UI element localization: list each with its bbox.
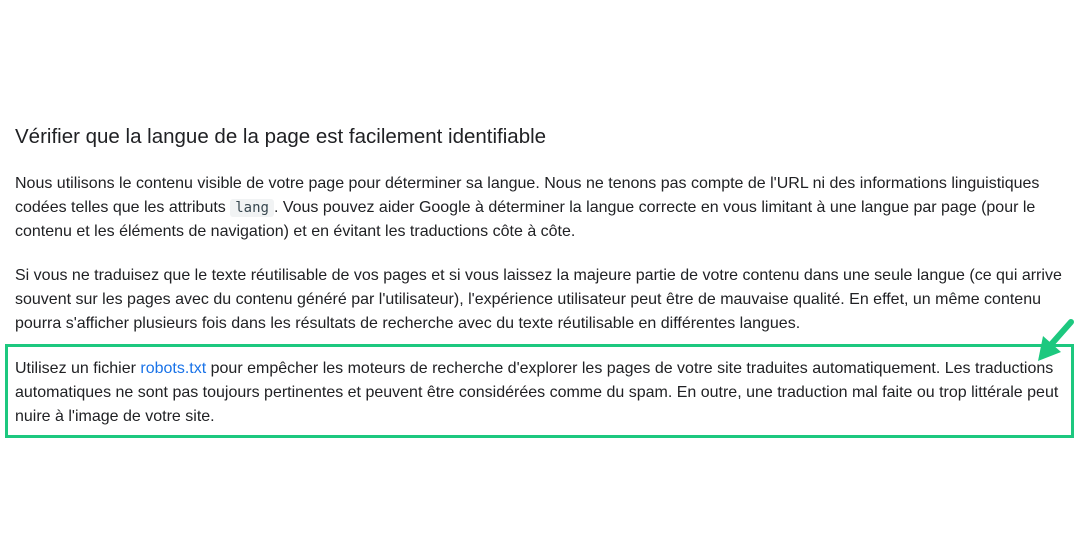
paragraph-text: . Vous pouvez aider Google à déterminer la langue correcte en vous limitant à une langue par page (pour le contenu et les éléments de navigation) et en évitant les traductions côte à côte.	[15, 199, 1036, 241]
paragraph-text: pour empêcher les moteurs de recherche d'explorer les pages de votre site traduites automatiquement. Les traductions automatiques ne sont pas toujours pertinentes et peuvent être considérées comme du spam. En outre, une traduction mal faite ou trop littérale peut nuire à l'image de votre site.	[15, 360, 1059, 426]
paragraph-text: Utilisez un fichier	[15, 360, 141, 377]
code-lang-attribute: lang	[230, 199, 274, 217]
paragraph-text: Nous utilisons le contenu visible de votre page pour déterminer sa langue. Nous ne tenons pas compte de l'URL ni des informations linguistiques codées telles que les attributs	[15, 175, 1040, 217]
paragraph-language-detection	[15, 172, 1065, 245]
robots-txt-link[interactable]: robots.txt	[140, 360, 207, 377]
paragraph-robots-txt	[15, 357, 1063, 430]
paragraph-boilerplate-translation: Si vous ne traduisez que le texte réutilisable de vos pages et si vous laissez la majeure partie de votre contenu dans une seule langue (ce qui arrive souvent sur les pages avec du contenu généré par l'utilisateur), l'expérience utilisateur peut être de mauvaise qualité. En effet, un même contenu pourra s'afficher plusieurs fois dans les résultats de recherche avec du texte réutilisable en différentes langues.	[15, 266, 1062, 333]
article-section	[15, 122, 1065, 336]
section-heading: Vérifier que la langue de la page est facilement identifiable	[15, 125, 547, 148]
arrow-down-left-icon	[1034, 318, 1076, 364]
